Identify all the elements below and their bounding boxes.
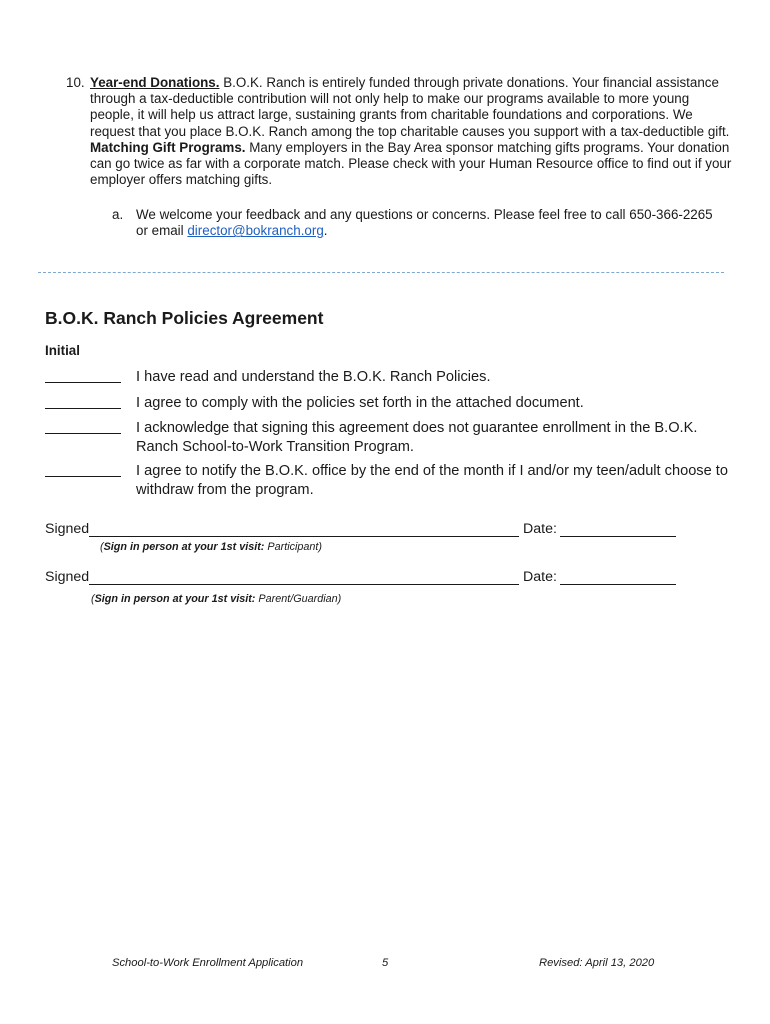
participant-signature-field[interactable] [89, 536, 519, 537]
year-end-donations-heading: Year-end Donations. [90, 75, 220, 90]
note-instruction: Sign in person at your 1st visit: [94, 593, 256, 605]
guardian-date-field[interactable] [560, 584, 676, 585]
email-link[interactable]: director@bokranch.org [187, 223, 324, 239]
note-role: Parent/Guardian) [255, 593, 342, 605]
guardian-sign-note [91, 593, 341, 605]
agreement-item [45, 462, 735, 499]
agreement-item-text: I have read and understand the B.O.K. Ranch Policies. [136, 369, 491, 385]
item-10-body [90, 75, 736, 188]
feedback-end: . [323, 223, 328, 239]
matching-gift-heading: Matching Gift Programs. [90, 139, 246, 155]
note-paren: ( [100, 541, 104, 553]
sub-item-letter: a. [112, 207, 124, 222]
participant-sign-note [100, 541, 322, 553]
footer-page-number: 5 [382, 957, 389, 969]
initial-field[interactable] [45, 382, 121, 383]
agreement-item-text: I acknowledge that signing this agreement does not guarantee enrollment in the B.O.K. Ranch School-to-Work Transition Program. [136, 420, 698, 455]
sub-item-a-body [136, 207, 722, 239]
agreement-item [45, 419, 735, 456]
date-label: Date: [523, 569, 557, 585]
donations-text: B.O.K. Ranch is entirely funded through private donations. Your financial assistance through a tax-deductible contribution will not only help to make our programs available to more young people, it will help us attract large, sustaining grants from charitable foundations and corporations. We request that you place B.O.K. Ranch among the top charitable causes you support with a tax-deductible gift. [90, 75, 730, 139]
agreement-item-text: I agree to notify the B.O.K. office by the end of the month if I and/or my teen/adult choose to withdraw from the program. [136, 463, 728, 498]
note-instruction: Sign in person at your 1st visit: [103, 541, 265, 553]
participant-signature-row [45, 521, 745, 541]
agreement-title: B.O.K. Ranch Policies Agreement [45, 308, 324, 328]
initial-column-label: Initial [45, 343, 80, 358]
footer-document-title: School-to-Work Enrollment Application [112, 957, 304, 969]
guardian-signature-row [45, 569, 745, 589]
matching-gift-text: Many employers in the Bay Area sponsor matching gifts programs. Your donation can go twice as far with a corporate match. Please check with your Human Resource office to find out if your employer offers matching gifts. [90, 139, 732, 188]
item-10-year-end-donations [66, 75, 736, 188]
item-number: 10. [66, 75, 85, 90]
note-role: Participant) [264, 541, 323, 553]
initial-field[interactable] [45, 408, 121, 409]
signed-label: Signed [45, 569, 90, 585]
note-paren: ( [91, 593, 95, 605]
initial-field[interactable] [45, 476, 121, 477]
section-divider [38, 272, 724, 273]
agreement-item [45, 368, 735, 387]
feedback-text: We welcome your feedback and any questions or concerns. Please feel free to call 650-366-2265 or email [136, 207, 713, 239]
initial-field[interactable] [45, 433, 121, 434]
footer-revised-date: Revised: April 13, 2020 [539, 957, 655, 969]
signed-label: Signed [45, 521, 90, 537]
guardian-signature-field[interactable] [89, 584, 519, 585]
participant-date-field[interactable] [560, 536, 676, 537]
agreement-item [45, 394, 735, 413]
agreement-item-text: I agree to comply with the policies set forth in the attached document. [136, 395, 584, 411]
date-label: Date: [523, 521, 557, 537]
sub-item-a-feedback [112, 207, 722, 239]
